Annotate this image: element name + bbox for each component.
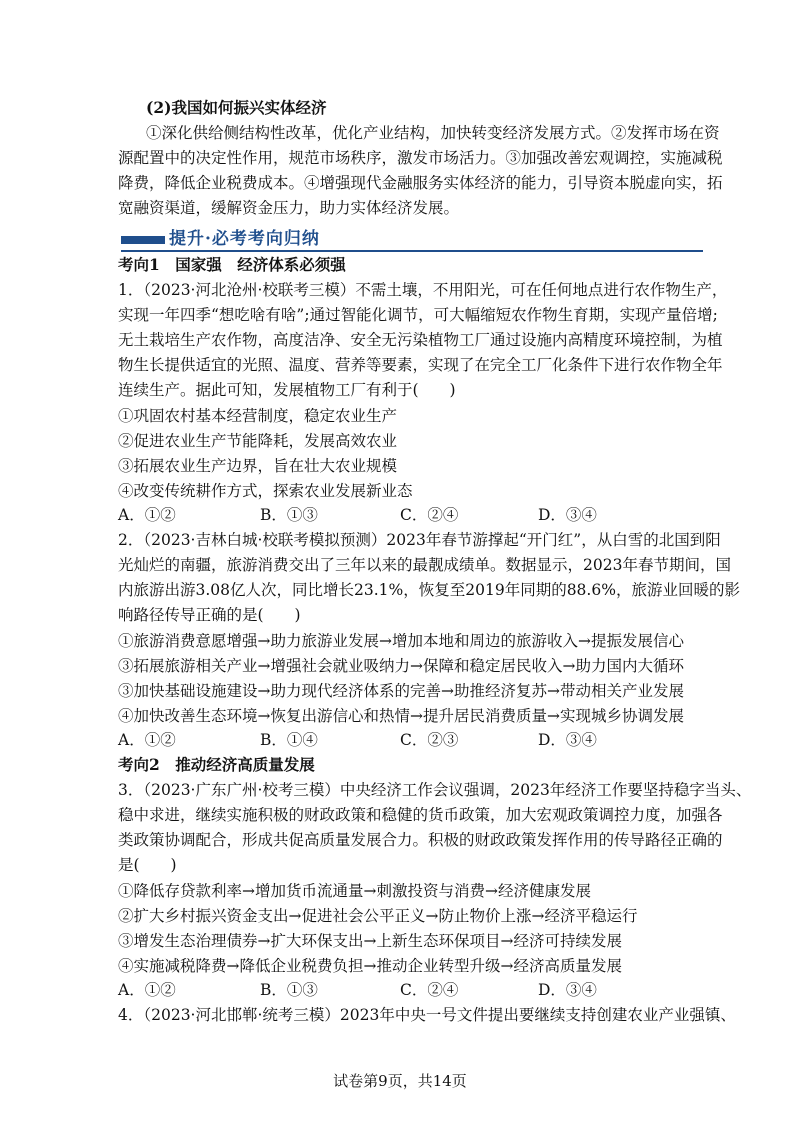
option-a[interactable]: A．①②	[118, 731, 176, 749]
question-2-item: ①旅游消费意愿增强→助力旅游业发展→增加本地和周边的旅游收入→提振发展信心	[118, 632, 684, 650]
option-a[interactable]: A．①②	[118, 506, 176, 524]
section-banner	[121, 226, 703, 252]
question-1-item: ②促进农业生产节能降耗，发展高效农业	[118, 432, 398, 450]
question-1-line: 物生长提供适宜的光照、温度、营养等要素，实现了在完全工厂化条件下进行农作物全年	[118, 356, 723, 374]
question-1-line: 连续生产。据此可知，发展植物工厂有利于( )	[118, 381, 456, 399]
question-3-line: 稳中求进，继续实施积极的财政政策和稳健的货币政策，加大宏观政策调控力度，加强各	[118, 806, 723, 824]
option-b[interactable]: B．①③	[260, 506, 318, 524]
option-a[interactable]: A．①②	[118, 981, 176, 999]
question-1-line: 1．（2023·河北沧州·校联考三模）不需土壤，不用阳光，可在任何地点进行农作物生产，	[118, 281, 728, 299]
banner-rule	[121, 250, 703, 252]
paragraph-line: ①深化供给侧结构性改革，优化产业结构，加快转变经济发展方式。②发挥市场在资	[146, 124, 720, 142]
section-heading: (2)我国如何振兴实体经济	[146, 98, 327, 117]
question-1-item: ④改变传统耕作方式，探索农业发展新业态	[118, 482, 413, 500]
question-2-line: 响路径传导正确的是( )	[118, 606, 301, 624]
question-1-item: ①巩固农村基本经营制度，稳定农业生产	[118, 407, 398, 425]
question-4-line: 4．（2023·河北邯郸·统考三模）2023年中央一号文件提出要继续支持创建农业产业强镇、	[118, 1006, 736, 1024]
question-2-item: ④加快改善生态环境→恢复出游信心和热情→提升居民消费质量→实现城乡协调发展	[118, 707, 684, 725]
paragraph-line: 源配置中的决定性作用，规范市场秩序，激发市场活力。③加强改善宏观调控，实施减税	[118, 149, 723, 167]
question-3-item: ③增发生态治理债券→扩大环保支出→上新生态环保项目→经济可持续发展	[118, 932, 622, 950]
question-1-item: ③拓展农业生产边界，旨在壮大农业规模	[118, 457, 398, 475]
topic-heading: 考向1 国家强 经济体系必须强	[118, 255, 346, 274]
option-d[interactable]: D．③④	[538, 981, 597, 999]
option-d[interactable]: D．③④	[538, 731, 597, 749]
topic-heading: 考向2 推动经济高质量发展	[118, 755, 315, 774]
banner-title: 提升·必考考向归纳	[169, 229, 320, 249]
question-2-line: 内旅游出游3.08亿人次，同比增长23.1%，恢复至2019年同期的88.6%，旅游业回暖的影	[118, 581, 740, 599]
option-b[interactable]: B．①③	[260, 981, 318, 999]
page-footer: 试卷第9页，共14页	[333, 1072, 467, 1090]
question-2-item: ③加快基础设施建设→助力现代经济体系的完善→助推经济复苏→带动相关产业发展	[118, 682, 684, 700]
option-b[interactable]: B．①④	[260, 731, 318, 749]
question-1-line: 无土栽培生产农作物，高度洁净、安全无污染植物工厂通过设施内高精度环境控制，为植	[118, 331, 723, 349]
question-2-line: 2．（2023·吉林白城·校联考模拟预测）2023年春节游撑起“开门红”，从白雪的北国到阳	[118, 531, 721, 549]
question-3-item: ④实施减税降费→降低企业税费负担→推动企业转型升级→经济高质量发展	[118, 957, 622, 975]
banner-bar-decoration	[121, 236, 165, 244]
question-3-line: 3．（2023·广东广州·校考三模）中央经济工作会议强调，2023年经济工作要坚持稳字当头、	[118, 781, 752, 799]
question-1-line: 实现一年四季“想吃啥有啥”;通过智能化调节，可大幅缩短农作物生育期，实现产量倍增;	[118, 306, 718, 324]
option-d[interactable]: D．③④	[538, 506, 597, 524]
question-3-item: ②扩大乡村振兴资金支出→促进社会公平正义→防止物价上涨→经济平稳运行	[118, 907, 638, 925]
paragraph-line: 宽融资渠道，缓解资金压力，助力实体经济发展。	[118, 199, 460, 217]
question-3-line: 类政策协调配合，形成共促高质量发展合力。积极的财政政策发挥作用的传导路径正确的	[118, 831, 723, 849]
option-c[interactable]: C．②④	[400, 506, 459, 524]
paragraph-line: 降费，降低企业税费成本。④增强现代金融服务实体经济的能力，引导资本脱虚向实，拓	[118, 174, 723, 192]
question-3-line: 是( )	[118, 856, 177, 874]
question-2-line: 光灿烂的南疆，旅游消费交出了三年以来的最靓成绩单。数据显示，2023年春节期间，国	[118, 556, 731, 574]
option-c[interactable]: C．②③	[400, 731, 459, 749]
question-2-item: ③拓展旅游相关产业→增强社会就业吸纳力→保障和稳定居民收入→助力国内大循环	[118, 657, 684, 675]
question-3-item: ①降低存贷款利率→增加货币流通量→刺激投资与消费→经济健康发展	[118, 882, 591, 900]
option-c[interactable]: C．②④	[400, 981, 459, 999]
